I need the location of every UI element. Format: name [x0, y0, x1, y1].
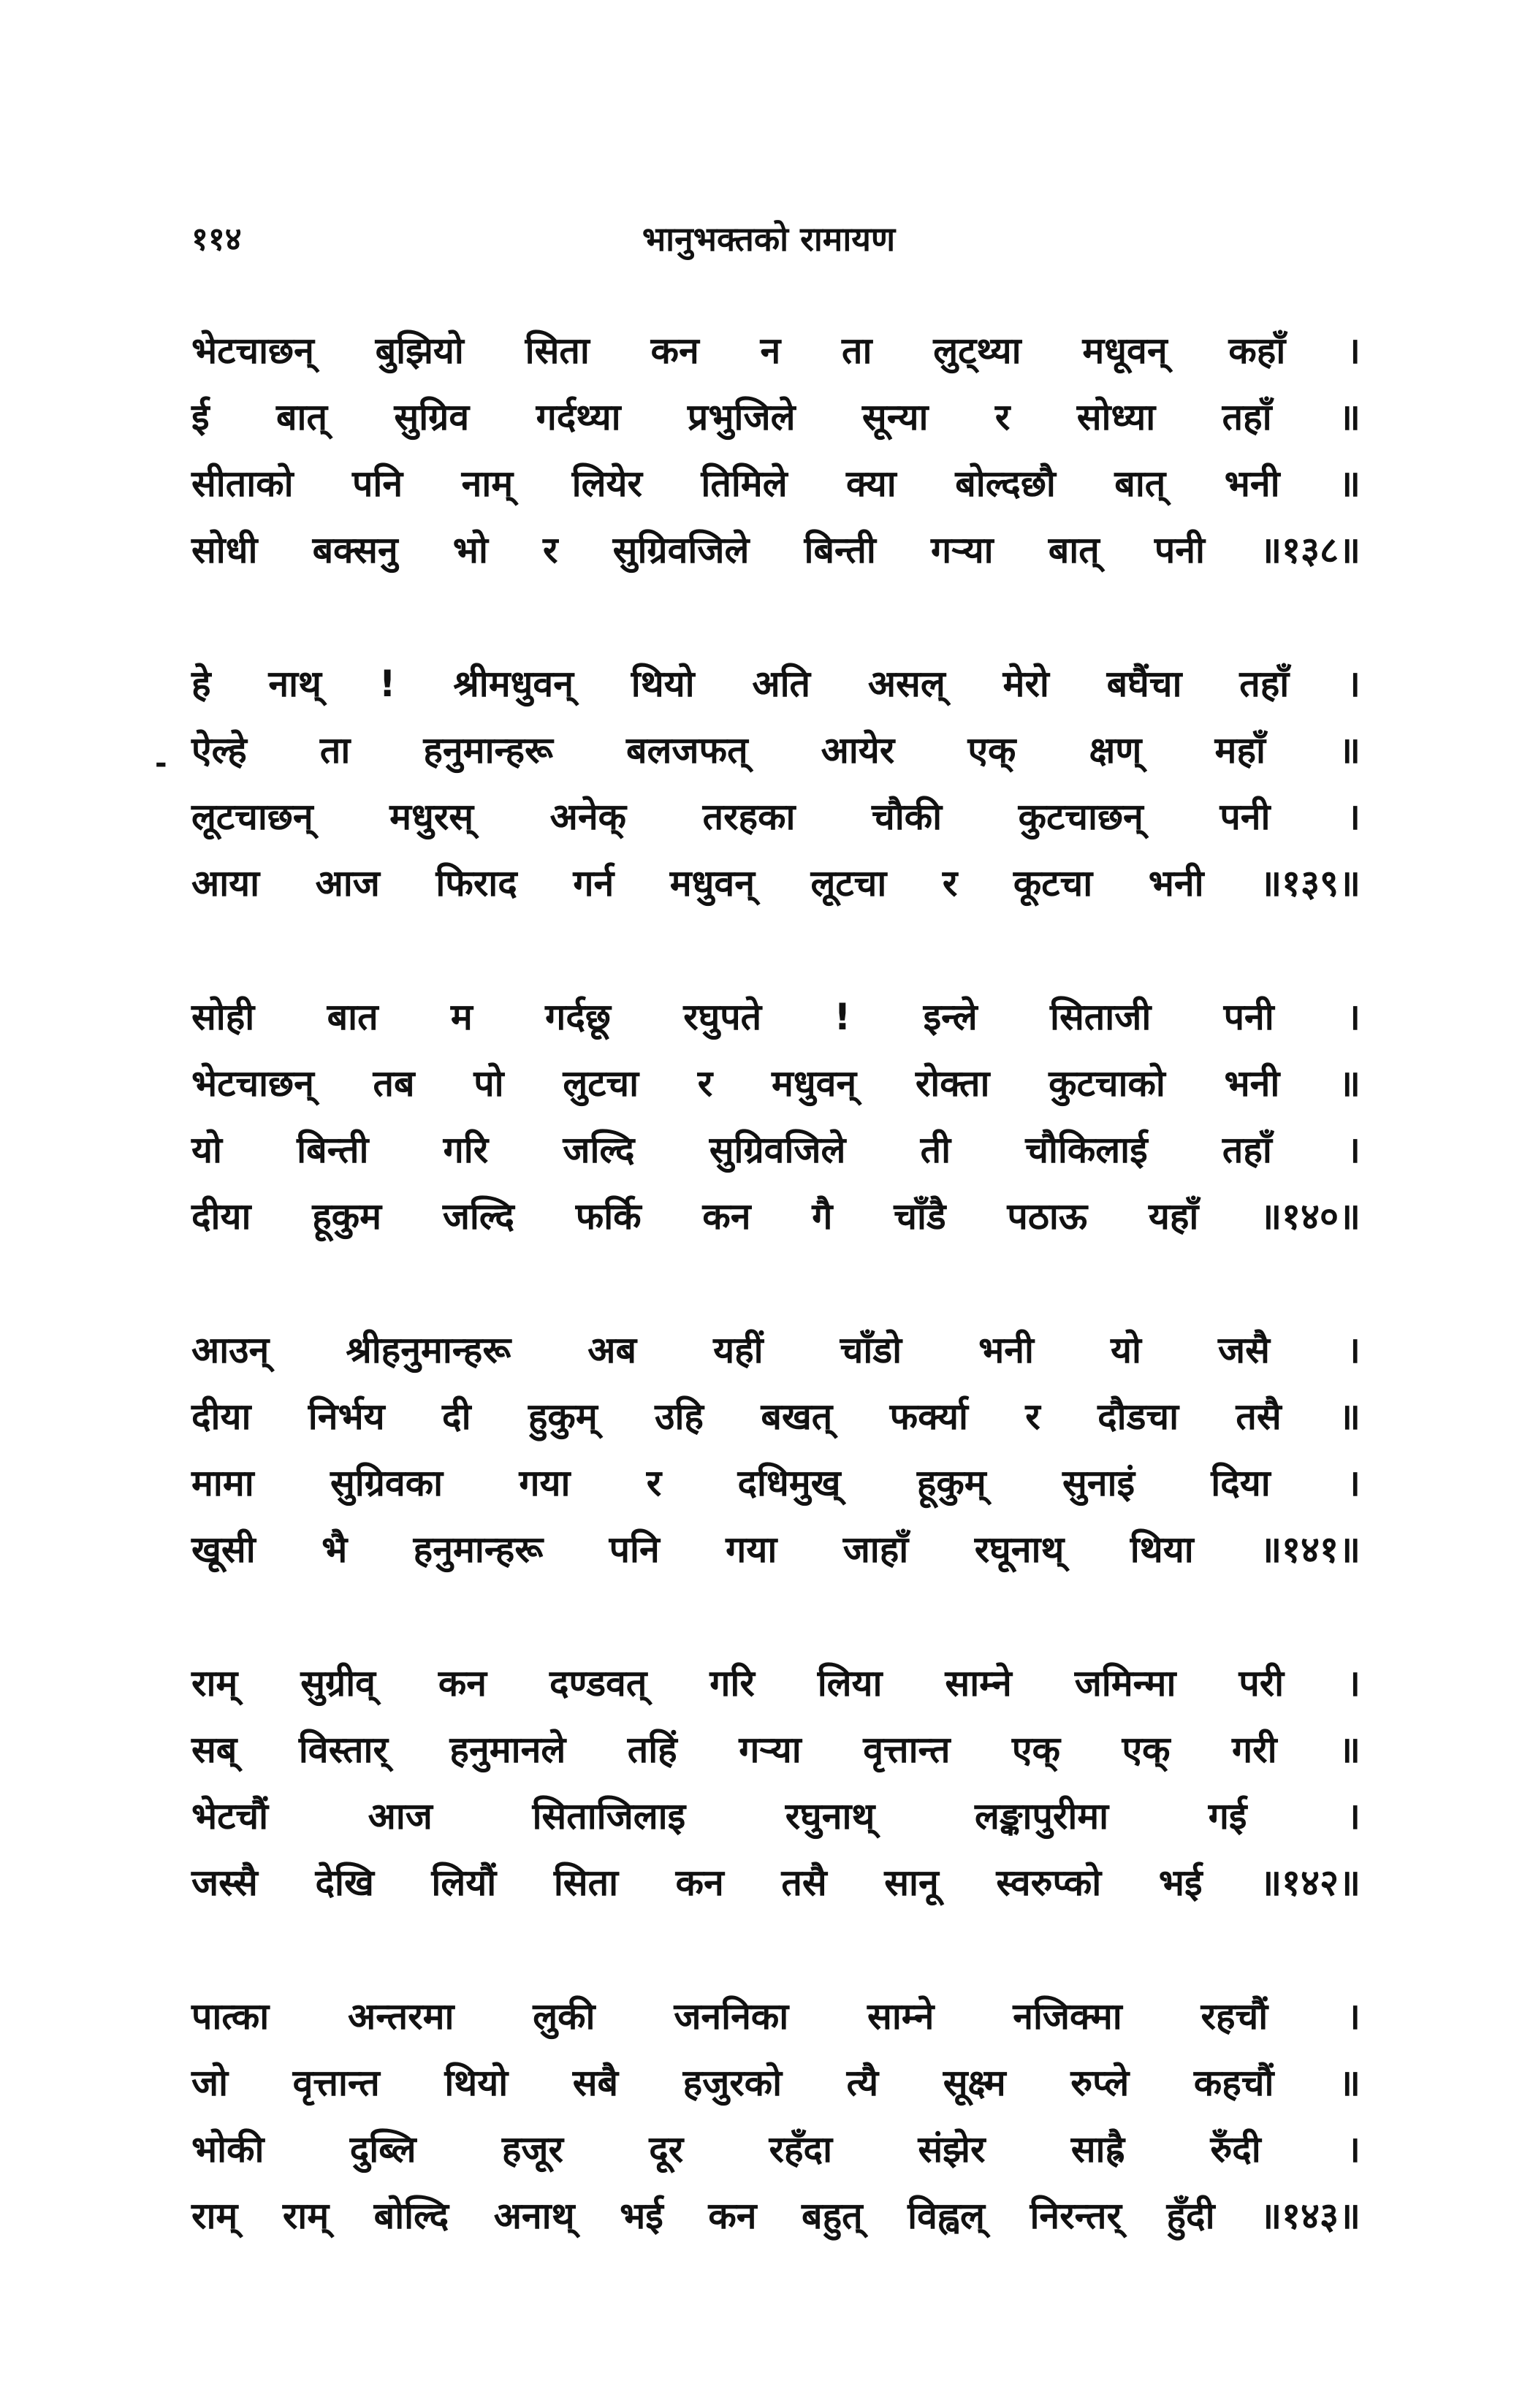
stanza-143 — [191, 1984, 1361, 2249]
verse-line: सोही बात म गर्दछू रघुपते ! इन्ले सिताजी पनी । — [191, 996, 1361, 1038]
verse-line: लूटचाछन् मधुरस् अनेक् तरहका चौकी कुटचाछन् पनी । — [191, 796, 1361, 838]
verse-line: भेटचौं आज सिताजिलाइ रघुनाथ् लङ्कापुरीमा गई । — [191, 1795, 1361, 1837]
verse-line: यो बिन्ती गरि जल्दि सुग्रिवजिले ती चौकिलाई तहाँ । — [191, 1129, 1361, 1171]
verse-line: राम् राम् बोल्दि अनाथ् भई कन बहुत् विह्वल् निरन्तर् हुँदी ॥१४३॥ — [191, 2195, 1361, 2237]
verse-line: खूसी भै हनुमान्हरू पनि गया जाहाँ रघूनाथ् थिया ॥१४१॥ — [191, 1528, 1361, 1571]
verse-line: सीताको पनि नाम् लियेर तिमिले क्या बोल्दछौ बात् भनी ॥ — [191, 462, 1361, 505]
verse-body — [191, 318, 1361, 2317]
verse-line: हे नाथ् ! श्रीमधुवन् थियो अति असल् मेरो बघैंचा तहाँ । — [191, 663, 1361, 705]
verse-line: दीया निर्भय दी हुकुम् उहि बखत् फर्क्या र दौडचा तसै ॥ — [191, 1395, 1361, 1438]
verse-line: भेटचाछन् तब पो लुटचा र मधुवन् रोक्ता कुटचाको भनी ॥ — [191, 1062, 1361, 1105]
verse-line: सोधी बक्सनु भो र सुग्रिवजिले बिन्ती गऱ्या बात् पनी ॥१३८॥ — [191, 529, 1361, 571]
verse-line: ई बात् सुग्रिव गर्दथ्या प्रभुजिले सून्या र सोध्या तहाँ ॥ — [191, 396, 1361, 438]
verse-line: भेटचाछन् बुझियो सिता कन न ता लुट्थ्या मधूवन् कहाँ । — [191, 329, 1361, 372]
verse-line: आया आज फिराद गर्न मधुवन् लूटचा र कूटचा भनी ॥१३९॥ — [191, 862, 1361, 904]
stanza-139 — [191, 651, 1361, 917]
running-title: भानुभक्तको रामायण — [642, 219, 896, 259]
page-number: ११४ — [191, 221, 242, 258]
verse-line: राम् सुग्रीव् कन दण्डवत् गरि लिया साम्ने जमिन्मा परी । — [191, 1662, 1361, 1704]
margin-mark: - — [155, 747, 167, 780]
stanza-140 — [191, 984, 1361, 1250]
verse-line: आउन् श्रीहनुमान्हरू अब यहीं चाँडो भनी यो जसै । — [191, 1329, 1361, 1371]
verse-line: ऐल्हे ता हनुमान्हरू बलजफत् आयेर एक् क्षण् महाँ ॥ — [191, 729, 1361, 771]
stanza-141 — [191, 1317, 1361, 1583]
verse-line: दीया हूकुम जल्दि फर्कि कन गै चाँडै पठाऊ यहाँ ॥१४०॥ — [191, 1195, 1361, 1238]
verse-line: मामा सुग्रिवका गया र दधिमुख् हूकुम् सुनाइं दिया । — [191, 1462, 1361, 1504]
page-header — [191, 216, 1346, 267]
verse-line: सब् विस्तार् हनुमानले तहिं गऱ्या वृत्तान्त एक् एक् गरी ॥ — [191, 1729, 1361, 1771]
stanza-138 — [191, 318, 1361, 584]
verse-line: जो वृत्तान्त थियो सबै हजुरको त्यै सूक्ष्म रुप्ले कहचौं ॥ — [191, 2062, 1361, 2104]
verse-line: भोकी दुब्लि हजूर दूर रहँदा संझेर साह्रै रुँदी । — [191, 2128, 1361, 2171]
verse-line: जस्सै देखि लियौं सिता कन तसै सानू स्वरुप्को भई ॥१४२॥ — [191, 1862, 1361, 1904]
verse-line: पात्का अन्तरमा लुकी जननिका साम्ने नजिक्मा रहचौं । — [191, 1995, 1361, 2038]
stanza-142 — [191, 1650, 1361, 1916]
